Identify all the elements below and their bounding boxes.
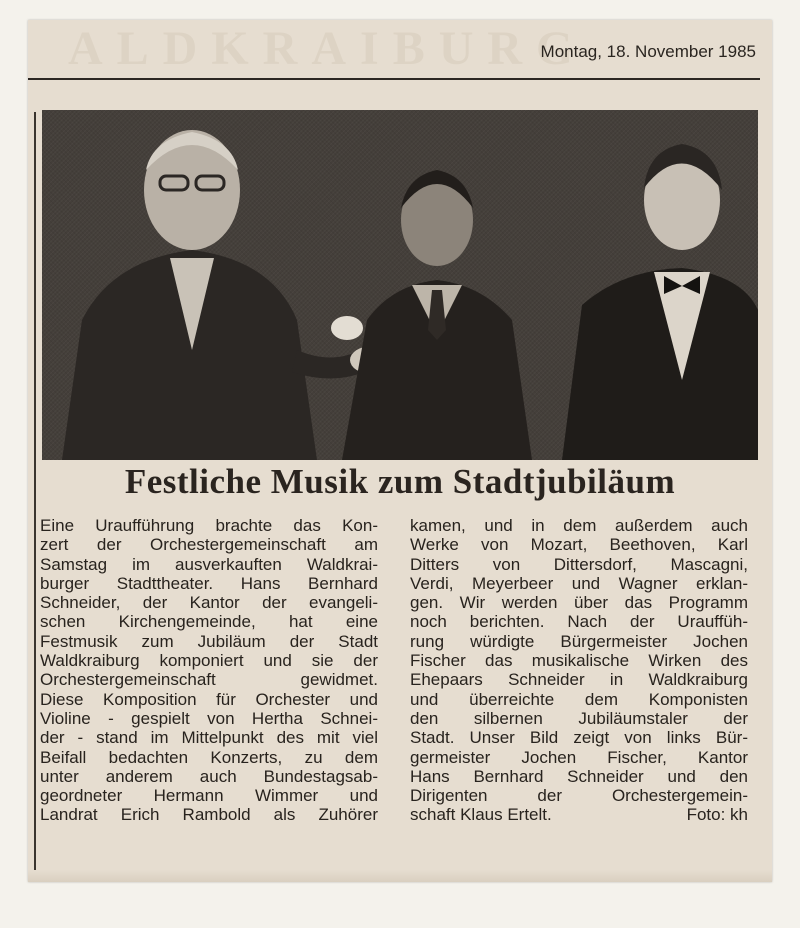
article-line: kamen, und in dem außerdem auch bbox=[410, 516, 748, 535]
article-line: Schneider, der Kantor der evangeli- bbox=[40, 593, 378, 613]
article-line-final: schaft Klaus Ertelt. bbox=[410, 805, 552, 825]
article-headline: Festliche Musik zum Stadtjubiläum bbox=[124, 462, 676, 501]
article-line: rung würdigte Bürgermeister Jochen bbox=[410, 631, 748, 651]
article-line: noch berichten. Nach der Urauffüh- bbox=[410, 612, 748, 632]
article-line: Violine - gespielt von Hertha Schnei- bbox=[40, 708, 378, 728]
article-line: Hans Bernhard Schneider und den bbox=[410, 766, 748, 786]
article-line: Landrat Erich Rambold als Zuhörer bbox=[40, 805, 378, 825]
header-rule bbox=[28, 78, 760, 80]
article-line: Ditters von Dittersdorf, Mascagni, bbox=[410, 554, 748, 574]
article-line: Diese Komposition für Orchester und bbox=[40, 689, 378, 709]
photo-credit: Foto: kh bbox=[686, 805, 748, 825]
article-line: germeister Jochen Fischer, Kantor bbox=[410, 747, 748, 767]
article-line: Orchestergemeinschaft gewidmet. bbox=[40, 670, 378, 690]
article-photo bbox=[42, 110, 758, 460]
article-line: Eine Uraufführung brachte das Kon- bbox=[40, 516, 378, 535]
article-line: Ehepaars Schneider in Waldkraiburg bbox=[410, 670, 748, 690]
article-line: der - stand im Mittelpunkt des mit viel bbox=[40, 728, 378, 748]
article-line: den silbernen Jubiläumstaler der bbox=[410, 708, 748, 728]
article-line: gen. Wir werden über das Programm bbox=[410, 593, 748, 613]
publication-date: Montag, 18. November 1985 bbox=[540, 42, 756, 61]
article-line: Werke von Mozart, Beethoven, Karl bbox=[410, 535, 748, 555]
article-line: Fischer das musikalische Wirken des bbox=[410, 651, 748, 671]
article-column-left bbox=[40, 516, 378, 872]
photo-illustration bbox=[42, 110, 758, 460]
article-line: Stadt. Unser Bild zeigt von links Bür- bbox=[410, 728, 748, 748]
article-line: Festmusik zum Jubiläum der Stadt bbox=[40, 631, 378, 651]
article-line: und überreichte dem Komponisten bbox=[410, 689, 748, 709]
closing-line bbox=[410, 805, 748, 824]
article-line: Waldkraiburg komponiert und sie der bbox=[40, 651, 378, 671]
newspaper-clipping bbox=[28, 20, 772, 882]
article-line: zert der Orchestergemeinschaft am bbox=[40, 535, 378, 555]
column-rule bbox=[34, 112, 36, 882]
article-line: schen Kirchengemeinde, hat eine bbox=[40, 612, 378, 632]
masthead-bleedthrough: ALDKRAIBURG bbox=[68, 26, 588, 72]
article-line: unter anderem auch Bundestagsab- bbox=[40, 766, 378, 786]
article-line: geordneter Hermann Wimmer und bbox=[40, 786, 378, 806]
article-column-right bbox=[410, 516, 748, 872]
article-line: burger Stadttheater. Hans Bernhard bbox=[40, 573, 378, 593]
article-line: Beifall bedachten Konzerts, zu dem bbox=[40, 747, 378, 767]
article-line: Dirigenten der Orchestergemein- bbox=[410, 786, 748, 806]
article-line: Samstag im ausverkauften Waldkrai- bbox=[40, 554, 378, 574]
article-line: Verdi, Meyerbeer und Wagner erklan- bbox=[410, 573, 748, 593]
paper-edge bbox=[28, 870, 772, 882]
